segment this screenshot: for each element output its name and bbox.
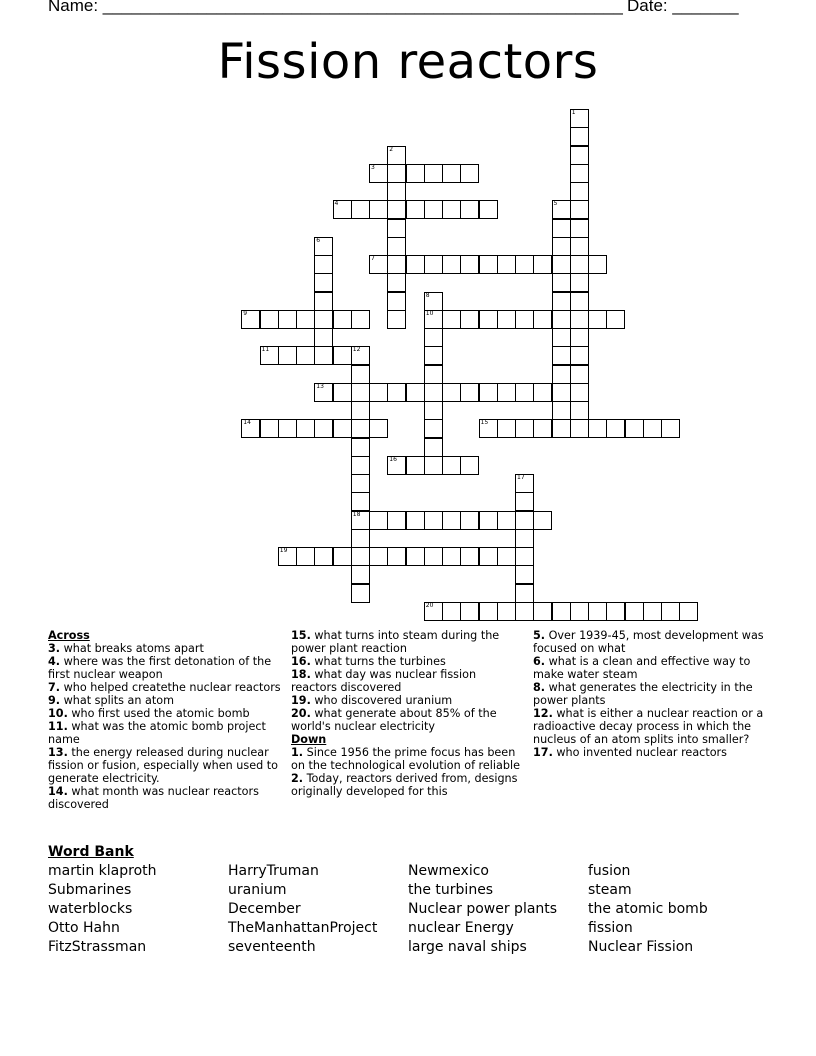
grid-cell[interactable] (552, 365, 571, 384)
grid-cell[interactable] (552, 237, 571, 256)
grid-cell[interactable] (552, 310, 571, 329)
grid-cell[interactable] (387, 146, 406, 165)
grid-cell[interactable] (661, 419, 680, 438)
clue (291, 772, 521, 798)
grid-cell[interactable] (406, 200, 425, 219)
grid-cell[interactable] (424, 511, 443, 530)
grid-cell[interactable] (570, 383, 589, 402)
clues-column-2 (291, 629, 521, 798)
grid-cell[interactable] (515, 255, 534, 274)
clue (291, 707, 521, 733)
down-heading: Down (291, 733, 327, 746)
word-bank-item: martin klaproth (48, 863, 157, 879)
clue-number: 15 (480, 419, 489, 427)
grid-cell[interactable] (570, 346, 589, 365)
grid-cell[interactable] (479, 419, 498, 438)
grid-cell[interactable] (570, 310, 589, 329)
clue-number: 1 (571, 109, 576, 116)
grid-cell[interactable] (387, 456, 406, 475)
grid-cell[interactable] (588, 602, 607, 621)
grid-cell[interactable] (387, 237, 406, 256)
grid-cell[interactable] (570, 237, 589, 256)
grid-cell[interactable] (406, 456, 425, 475)
grid-cell[interactable] (497, 547, 516, 566)
grid-cell[interactable] (387, 255, 406, 274)
clue (533, 655, 769, 681)
clue-text: what turns into steam during the power plant reaction (291, 629, 500, 655)
word-bank-item: December (228, 901, 301, 917)
grid-cell[interactable] (351, 419, 370, 438)
clue-number: 4. (48, 655, 61, 668)
clue-text: what generates the electricity in the power plants (533, 681, 753, 707)
word-bank-item: nuclear Energy (408, 920, 514, 936)
clue-text: what splits an atom (60, 694, 175, 707)
grid-cell[interactable] (515, 492, 534, 511)
grid-cell[interactable] (570, 602, 589, 621)
grid-cell[interactable] (552, 255, 571, 274)
grid-cell[interactable] (314, 328, 333, 347)
clue-number: 9. (48, 694, 61, 707)
grid-cell[interactable] (570, 164, 589, 183)
grid-cell[interactable] (424, 255, 443, 274)
clue-text: what is a clean and effective way to make water steam (533, 655, 751, 681)
grid-cell[interactable] (296, 310, 315, 329)
grid-cell[interactable] (333, 200, 352, 219)
grid-cell[interactable] (241, 310, 260, 329)
grid-cell[interactable] (588, 310, 607, 329)
clue-number: 5. (533, 629, 546, 642)
grid-cell[interactable] (296, 419, 315, 438)
clue-text: what turns the turbines (310, 655, 446, 668)
grid-cell[interactable] (278, 310, 297, 329)
clue-number: 19 (279, 547, 288, 554)
grid-cell[interactable] (369, 511, 388, 530)
grid-cell[interactable] (351, 200, 370, 219)
grid-cell[interactable] (424, 328, 443, 347)
grid-cell[interactable] (369, 547, 388, 566)
clue-number: 10 (425, 309, 434, 317)
grid-cell[interactable] (314, 237, 333, 256)
word-bank-item: the atomic bomb (588, 901, 708, 917)
grid-cell[interactable] (460, 383, 479, 402)
clue-number: 11. (48, 720, 68, 733)
grid-cell[interactable] (351, 310, 370, 329)
grid-cell[interactable] (643, 602, 662, 621)
grid-cell[interactable] (424, 401, 443, 420)
grid-cell[interactable] (351, 474, 370, 493)
clue-text: who first used the atomic bomb (67, 707, 250, 720)
clue-text: who invented nuclear reactors (552, 746, 727, 759)
date-field-label: Date: _______ (627, 0, 739, 15)
word-bank-item: Nuclear power plants (408, 901, 558, 917)
grid-cell[interactable] (625, 419, 644, 438)
clue (291, 746, 521, 772)
word-bank-item: fission (588, 920, 633, 936)
grid-cell[interactable] (515, 511, 534, 530)
grid-cell[interactable] (278, 419, 297, 438)
grid-cell[interactable] (588, 255, 607, 274)
grid-cell[interactable] (570, 328, 589, 347)
grid-cell[interactable] (424, 200, 443, 219)
grid-cell[interactable] (515, 565, 534, 584)
grid-cell[interactable] (351, 584, 370, 603)
grid-cell[interactable] (406, 164, 425, 183)
grid-cell[interactable] (533, 383, 552, 402)
grid-cell[interactable] (570, 401, 589, 420)
grid-cell[interactable] (351, 365, 370, 384)
word-bank-item: large naval ships (408, 939, 527, 955)
grid-cell[interactable] (497, 310, 516, 329)
word-bank-item: seventeenth (228, 939, 316, 955)
clue-number: 17 (517, 474, 525, 481)
grid-cell[interactable] (351, 383, 370, 402)
grid-cell[interactable] (479, 547, 498, 566)
clue-number: 2 (389, 145, 394, 153)
grid-cell[interactable] (497, 255, 516, 274)
grid-cell[interactable] (515, 419, 534, 438)
clue-number: 5 (553, 200, 558, 208)
grid-cell[interactable] (606, 310, 625, 329)
grid-cell[interactable] (643, 419, 662, 438)
grid-cell[interactable] (497, 419, 516, 438)
grid-cell[interactable] (424, 383, 443, 402)
clue-text: what was the atomic bomb project name (48, 720, 266, 746)
word-bank-item: uranium (228, 882, 287, 898)
grid-cell[interactable] (333, 419, 352, 438)
grid-cell[interactable] (314, 547, 333, 566)
word-bank-item: Nuclear Fission (588, 939, 694, 955)
grid-cell[interactable] (552, 602, 571, 621)
grid-cell[interactable] (424, 602, 443, 621)
clue-number: 19. (291, 694, 311, 707)
grid-cell[interactable] (351, 547, 370, 566)
word-bank-item: the turbines (408, 882, 494, 898)
grid-cell[interactable] (570, 182, 589, 201)
grid-cell[interactable] (442, 456, 461, 475)
clue-number: 8 (425, 291, 430, 299)
grid-cell[interactable] (552, 273, 571, 292)
clue-number: 15. (291, 629, 311, 642)
grid-cell[interactable] (442, 383, 461, 402)
grid-cell[interactable] (296, 547, 315, 566)
clue-number: 10. (48, 707, 68, 720)
grid-cell[interactable] (314, 310, 333, 329)
grid-cell[interactable] (314, 383, 333, 402)
clue-number: 3. (48, 642, 61, 655)
grid-cell[interactable] (406, 255, 425, 274)
clue (48, 720, 284, 746)
grid-cell[interactable] (424, 164, 443, 183)
grid-cell[interactable] (515, 547, 534, 566)
grid-cell[interactable] (533, 255, 552, 274)
clue (48, 785, 284, 811)
clue (48, 655, 284, 681)
clue (291, 668, 521, 694)
grid-cell[interactable] (241, 419, 260, 438)
grid-cell[interactable] (351, 511, 370, 530)
clue (291, 694, 521, 707)
clue-text: what is either a nuclear reaction or a radioactive decay process in which the nucleus of an atom splits into smaller? (533, 707, 764, 746)
clue-number: 9 (243, 309, 248, 317)
grid-cell[interactable] (460, 164, 479, 183)
grid-cell[interactable] (442, 255, 461, 274)
word-bank-item: Submarines (48, 882, 132, 898)
grid-cell[interactable] (570, 255, 589, 274)
clue (48, 746, 284, 785)
grid-cell[interactable] (679, 602, 698, 621)
clue-number: 13. (48, 746, 68, 759)
grid-cell[interactable] (570, 200, 589, 219)
grid-cell[interactable] (442, 200, 461, 219)
grid-cell[interactable] (460, 602, 479, 621)
grid-cell[interactable] (606, 602, 625, 621)
grid-cell[interactable] (515, 584, 534, 603)
grid-cell[interactable] (460, 310, 479, 329)
grid-cell[interactable] (351, 438, 370, 457)
grid-cell[interactable] (369, 200, 388, 219)
grid-cell[interactable] (570, 419, 589, 438)
clue-number: 1. (291, 746, 304, 759)
grid-cell[interactable] (515, 310, 534, 329)
grid-cell[interactable] (533, 602, 552, 621)
name-field-label: Name: _______________________________________________________ (48, 0, 623, 15)
clue (48, 707, 284, 720)
grid-cell[interactable] (479, 200, 498, 219)
clue-number: 14. (48, 785, 68, 798)
grid-cell[interactable] (424, 292, 443, 311)
grid-cell[interactable] (460, 200, 479, 219)
grid-cell[interactable] (552, 419, 571, 438)
grid-cell[interactable] (442, 511, 461, 530)
grid-cell[interactable] (479, 383, 498, 402)
grid-cell[interactable] (570, 109, 589, 128)
grid-cell[interactable] (314, 273, 333, 292)
grid-cell[interactable] (442, 164, 461, 183)
grid-cell[interactable] (460, 456, 479, 475)
clue (533, 746, 769, 759)
clue-text: Over 1939-45, most development was focused on what (533, 629, 764, 655)
grid-cell[interactable] (497, 602, 516, 621)
grid-cell[interactable] (387, 219, 406, 238)
grid-cell[interactable] (479, 511, 498, 530)
grid-cell[interactable] (552, 383, 571, 402)
clue (533, 629, 769, 655)
clue-text: what day was nuclear fission reactors discovered (291, 668, 477, 694)
grid-cell[interactable] (515, 383, 534, 402)
clue-number: 12. (533, 707, 553, 720)
grid-cell[interactable] (351, 492, 370, 511)
clue-number: 16. (291, 655, 311, 668)
grid-cell[interactable] (260, 310, 279, 329)
grid-cell[interactable] (406, 547, 425, 566)
word-bank-item: steam (588, 882, 632, 898)
grid-cell[interactable] (570, 127, 589, 146)
clue (533, 707, 769, 746)
grid-cell[interactable] (606, 419, 625, 438)
grid-cell[interactable] (387, 511, 406, 530)
grid-cell[interactable] (387, 547, 406, 566)
clue (291, 629, 521, 655)
grid-cell[interactable] (387, 292, 406, 311)
clue-number: 13 (316, 382, 324, 390)
grid-cell[interactable] (314, 346, 333, 365)
grid-cell[interactable] (314, 255, 333, 274)
grid-cell[interactable] (552, 292, 571, 311)
clue (48, 642, 284, 655)
clue-number: 6 (316, 236, 321, 244)
grid-cell[interactable] (424, 456, 443, 475)
grid-cell[interactable] (296, 346, 315, 365)
clue (48, 694, 284, 707)
grid-cell[interactable] (552, 401, 571, 420)
clue-number: 7. (48, 681, 61, 694)
clue (48, 681, 284, 694)
clue-text: Since 1956 the prime focus has been on the technological evolution of reliable (291, 746, 520, 772)
word-bank-item: TheManhattanProject (228, 920, 378, 936)
clue-text: where was the first detonation of the first nuclear weapon (48, 655, 272, 681)
clues-column-3 (533, 629, 769, 759)
grid-cell[interactable] (387, 200, 406, 219)
grid-cell[interactable] (260, 346, 279, 365)
grid-cell[interactable] (351, 529, 370, 548)
grid-cell[interactable] (570, 219, 589, 238)
grid-cell[interactable] (552, 200, 571, 219)
grid-cell[interactable] (460, 511, 479, 530)
grid-cell[interactable] (552, 346, 571, 365)
grid-cell[interactable] (424, 346, 443, 365)
grid-cell[interactable] (369, 419, 388, 438)
grid-cell[interactable] (387, 383, 406, 402)
grid-cell[interactable] (460, 255, 479, 274)
grid-cell[interactable] (442, 602, 461, 621)
grid-cell[interactable] (515, 474, 534, 493)
grid-cell[interactable] (369, 255, 388, 274)
grid-cell[interactable] (533, 419, 552, 438)
grid-cell[interactable] (333, 547, 352, 566)
word-bank-item: Otto Hahn (48, 920, 120, 936)
grid-cell[interactable] (424, 365, 443, 384)
clue (533, 681, 769, 707)
clue-number: 20. (291, 707, 311, 720)
grid-cell[interactable] (460, 547, 479, 566)
grid-cell[interactable] (533, 310, 552, 329)
clue-number: 8. (533, 681, 546, 694)
grid-cell[interactable] (351, 346, 370, 365)
clue-number: 3 (371, 163, 375, 171)
across-heading: Across (48, 629, 90, 642)
clue-text: who discovered uranium (310, 694, 453, 707)
grid-cell[interactable] (387, 182, 406, 201)
grid-cell[interactable] (278, 346, 297, 365)
clue-number: 4 (334, 200, 339, 208)
grid-cell[interactable] (552, 219, 571, 238)
grid-cell[interactable] (442, 547, 461, 566)
clue-text: what generate about 85% of the world's nuclear electricity (291, 707, 497, 733)
clues-column-1 (48, 629, 284, 811)
word-bank-title: Word Bank (48, 844, 134, 860)
grid-cell[interactable] (351, 565, 370, 584)
grid-cell[interactable] (497, 383, 516, 402)
grid-cell[interactable] (552, 328, 571, 347)
grid-cell[interactable] (588, 419, 607, 438)
clue-number: 14 (243, 419, 251, 427)
clue-text: who helped createthe nuclear reactors (60, 681, 281, 694)
grid-cell[interactable] (333, 383, 352, 402)
grid-cell[interactable] (515, 529, 534, 548)
grid-cell[interactable] (260, 419, 279, 438)
grid-cell[interactable] (479, 255, 498, 274)
clue-text: what breaks atoms apart (60, 642, 204, 655)
grid-cell[interactable] (424, 438, 443, 457)
grid-cell[interactable] (570, 273, 589, 292)
clue-number: 16 (389, 455, 397, 463)
clue-text: what month was nuclear reactors discovered (48, 785, 259, 811)
grid-cell[interactable] (369, 383, 388, 402)
word-bank-item: waterblocks (48, 901, 133, 917)
clue-number: 7 (371, 255, 375, 262)
grid-cell[interactable] (387, 164, 406, 183)
clue (291, 655, 521, 668)
grid-cell[interactable] (661, 602, 680, 621)
clue-number: 18. (291, 668, 311, 681)
grid-cell[interactable] (424, 547, 443, 566)
grid-cell[interactable] (278, 547, 297, 566)
grid-cell[interactable] (570, 146, 589, 165)
grid-cell[interactable] (424, 310, 443, 329)
word-bank-item: fusion (588, 863, 631, 879)
grid-cell[interactable] (479, 602, 498, 621)
grid-cell[interactable] (387, 310, 406, 329)
grid-cell[interactable] (570, 365, 589, 384)
grid-cell[interactable] (387, 273, 406, 292)
grid-cell[interactable] (333, 346, 352, 365)
grid-cell[interactable] (351, 456, 370, 475)
word-bank-item: HarryTruman (228, 863, 319, 879)
word-bank-item: FitzStrassman (48, 939, 147, 955)
page-title: Fission reactors (217, 34, 599, 90)
grid-cell[interactable] (314, 292, 333, 311)
clue-number: 6. (533, 655, 546, 668)
clue-number: 17. (533, 746, 553, 759)
clue-text: Today, reactors derived from, designs originally developed for this (291, 772, 518, 798)
grid-cell[interactable] (570, 292, 589, 311)
clue-number: 12 (352, 346, 361, 354)
clue-number: 20 (425, 601, 434, 609)
grid-cell[interactable] (533, 511, 552, 530)
grid-cell[interactable] (369, 164, 388, 183)
word-bank-item: Newmexico (408, 863, 489, 879)
clue-text: the energy released during nuclear fission or fusion, especially when used to generate electricity. (48, 746, 278, 785)
clue-number: 18 (352, 510, 361, 518)
grid-cell[interactable] (479, 310, 498, 329)
grid-cell[interactable] (314, 419, 333, 438)
grid-cell[interactable] (333, 310, 352, 329)
grid-cell[interactable] (406, 383, 425, 402)
grid-cell[interactable] (351, 401, 370, 420)
clue-number: 11 (261, 346, 270, 354)
grid-cell[interactable] (406, 511, 425, 530)
grid-cell[interactable] (497, 511, 516, 530)
grid-cell[interactable] (625, 602, 644, 621)
grid-cell[interactable] (424, 419, 443, 438)
grid-cell[interactable] (442, 310, 461, 329)
grid-cell[interactable] (515, 602, 534, 621)
clue-number: 2. (291, 772, 304, 785)
